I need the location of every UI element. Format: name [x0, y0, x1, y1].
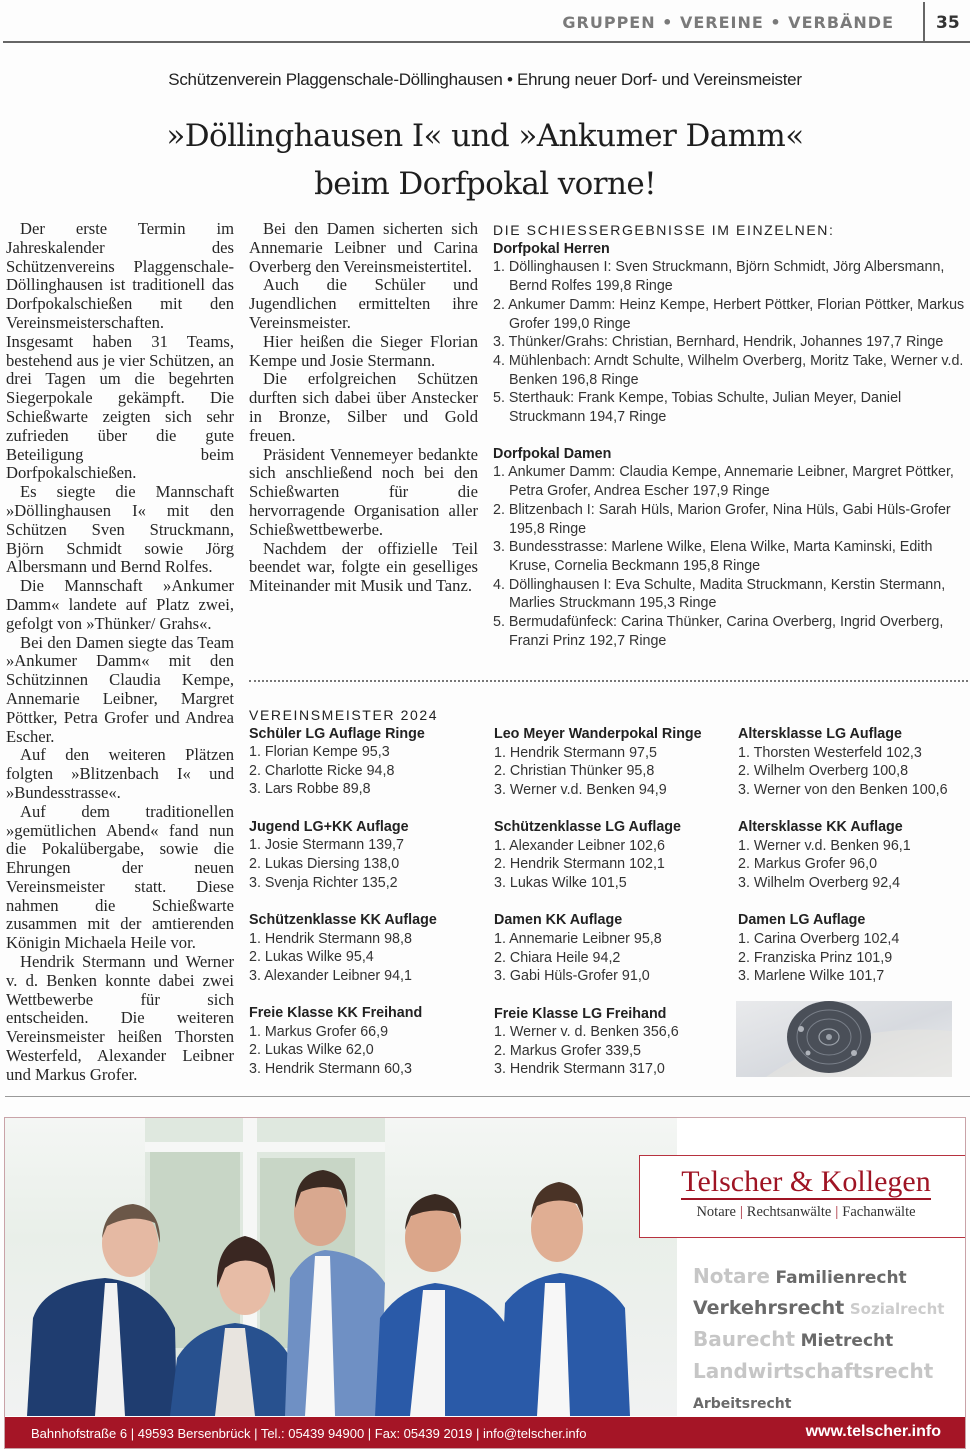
team-photo [5, 1118, 677, 1416]
list-item: 2. Lukas Wilke 62,0 [249, 1042, 374, 1059]
list-item: 2. Wilhelm Overberg 100,8 [738, 763, 909, 780]
website-link[interactable]: www.telscher.info [805, 1423, 941, 1440]
list-item: 1. Florian Kempe 95,3 [249, 744, 390, 761]
list-item: 2. Hendrik Stermann 102,1 [494, 856, 665, 873]
list-item: 3. Wilhelm Overberg 92,4 [738, 874, 901, 891]
category-title: Altersklasse LG Auflage [738, 726, 902, 742]
brand-tagline: Notare | Rechtsanwälte | Fachanwälte [696, 1204, 916, 1220]
category-block [494, 725, 729, 799]
list-item: 2. Blitzenbach I: Sarah Hüls, Marion Grofer, Nina Hüls, Gabi Hüls-Grofer 195,8 Ringe [493, 501, 951, 537]
list-item: 2. Lukas Wilke 95,4 [249, 949, 374, 966]
list-item: 3. Alexander Leibner 94,1 [249, 967, 412, 984]
category-title: Altersklasse KK Auflage [738, 819, 903, 836]
list-item: 1. Thorsten Westerfeld 102,3 [738, 744, 922, 761]
article-kicker: Schützenverein Plaggenschale-Döllinghausen • Ehrung neuer Dorf- und Vereinsmeister [168, 70, 802, 89]
header-divider [923, 2, 925, 42]
list-item: 3. Thünker/Grahs: Christian, Bernhard, Hendrik, Johannes 197,7 Ringe [493, 334, 944, 351]
paragraph: Der erste Termin im Jahreskalender des Schützenvereins Plaggenschale-Döllinghausen ist traditionell das Dorfpokalschießen mit den Vereinsmeisterschaften. Insgesamt haben 31 Teams, bestehend aus je vier Schützen, an drei Tagen um die begehrten Siegerpokale gekämpft. Die Schießwarte zeigten sich sehr zufrieden über die gute Beteiligung beim Dorfpokalschießen. [6, 219, 234, 483]
category-block [249, 725, 484, 799]
headline-line-2: beim Dorfpokal vorne! [314, 166, 656, 202]
article-headline [0, 112, 970, 208]
field-familienrecht: Familienrecht [775, 1268, 907, 1288]
category-block [249, 1004, 484, 1078]
list-item: 2. Markus Grofer 96,0 [738, 856, 878, 873]
category-block [738, 818, 970, 892]
list-item: 3. Gabi Hüls-Grofer 91,0 [494, 968, 650, 985]
results-damen-list [493, 463, 968, 650]
list-item: 2. Franziska Prinz 101,9 [738, 949, 893, 966]
results-damen-title: Dorfpokal Damen [493, 445, 612, 462]
field-arbeitsrecht: Arbeitsrecht [693, 1396, 792, 1412]
list-item: 1. Carina Overberg 102,4 [738, 930, 900, 947]
list-item: 1. Hendrik Stermann 97,5 [494, 744, 657, 761]
list-item: 2. Markus Grofer 339,5 [494, 1042, 642, 1059]
list-item: 1. Josie Stermann 139,7 [249, 837, 404, 854]
list-item: 3. Lars Robbe 89,8 [249, 781, 371, 798]
field-verkehrsrecht: Verkehrsrecht [693, 1297, 845, 1319]
results-title: DIE SCHIESSERGEBNISSE IM EINZELNEN: [493, 222, 835, 238]
category-block [249, 818, 484, 892]
list-item: 4. Mühlenbach: Arndt Schulte, Wilhelm Overberg, Moritz Take, Werner v.d. Benken 196,8 Ringe [493, 352, 964, 388]
paragraph: Auch die Schüler und Jugendlichen ermittelten ihre Vereinsmeister. [249, 275, 478, 332]
article-column-2 [249, 220, 478, 596]
page-number: 35 [936, 13, 960, 33]
list-item: 1. Alexander Leibner 102,6 [494, 837, 665, 854]
category-title: Freie Klasse LG Freihand [494, 1005, 667, 1022]
section-rule [5, 1096, 970, 1097]
category-title: Freie Klasse KK Freihand [249, 1005, 423, 1022]
paragraph: Die erfolgreichen Schützen durften sich dabei über Anstecker in Bronze, Silber und Gold freuen. [249, 369, 478, 445]
list-item: 1. Werner v. d. Benken 356,6 [494, 1024, 679, 1041]
shooting-target-photo [736, 1001, 952, 1077]
category-block [249, 911, 484, 985]
list-item: 1. Döllinghausen I: Sven Struckmann, Björn Schmidt, Jörg Albersmann, Bernd Rolfes 199,8 Ringe [493, 259, 945, 295]
list-item: 1. Werner v.d. Benken 96,1 [738, 837, 911, 854]
paragraph: Auf den weiteren Plätzen folgten »Blitzenbach I« und »Bundesstrasse«. [6, 745, 234, 802]
practice-areas [693, 1261, 966, 1419]
vereinsmeister-column-1 [249, 706, 484, 1097]
brand-name: Telscher & Kollegen [681, 1165, 931, 1198]
list-item: 3. Svenja Richter 135,2 [249, 874, 398, 891]
tagline-part: Fachanwälte [842, 1204, 916, 1220]
category-block [738, 725, 970, 799]
list-item: 4. Döllinghausen I: Eva Schulte, Madita Struckmann, Kerstin Stermann, Marlies Struckmann 195,3 Ringe [493, 576, 946, 612]
category-title: Jugend LG+KK Auflage [249, 818, 409, 835]
list-item: 1. Hendrik Stermann 98,8 [249, 930, 412, 947]
target-icon [736, 1001, 952, 1077]
list-item: 3. Werner von den Benken 100,6 [738, 781, 948, 798]
headline-line-1: »Döllinghausen I« und »Ankumer Damm« [166, 118, 804, 154]
list-item: 2. Charlotte Ricke 94,8 [249, 762, 395, 779]
paragraph: Bei den Damen sicherten sich Annemarie Leibner und Carina Overberg den Vereinsmeistertitel. [249, 219, 478, 276]
list-item: 1. Annemarie Leibner 95,8 [494, 930, 662, 947]
category-title: Damen KK Auflage [494, 912, 623, 929]
list-item: 3. Hendrik Stermann 60,3 [249, 1060, 412, 1077]
list-item: 3. Bundesstrasse: Marlene Wilke, Elena Wilke, Marta Kaminski, Edith Kruse, Cornelia Beckmann 195,8 Ringe [493, 539, 933, 574]
category-block [494, 911, 729, 985]
list-item: 2. Christian Thünker 95,8 [494, 763, 655, 780]
list-item: 3. Hendrik Stermann 317,0 [494, 1061, 665, 1078]
paragraph: Es siegte die Mannschaft »Döllinghausen I« mit den Schützen Sven Struckmann, Björn Schmidt sowie Jörg Albersmann und Bernd Rolfes. [6, 482, 234, 577]
category-title: Damen LG Auflage [738, 912, 866, 929]
tagline-part: Notare [696, 1204, 736, 1220]
tagline-part: Rechtsanwälte [746, 1204, 832, 1220]
vereinsmeister-column-2 [494, 725, 729, 1098]
paragraph: Hier heißen die Sieger Florian Kempe und Josie Stermann. [249, 331, 478, 370]
vereinsmeister-title: VEREINSMEISTER 2024 [249, 707, 439, 723]
category-block [494, 818, 729, 892]
results-herren-list [493, 258, 968, 426]
paragraph: Nachdem der offizielle Teil beendet war, folgte ein geselliges Miteinander mit Musik und Tanz. [249, 538, 478, 596]
paragraph: Bei den Damen siegte das Team »Ankumer Damm« mit den Schützinnen Claudia Kempe, Annemarie Leibner, Margret Pöttker, Petra Grofer und Andrea Escher. [6, 632, 234, 746]
list-item: 2. Lukas Diersing 138,0 [249, 855, 400, 872]
shooting-results [493, 221, 968, 650]
list-item: 2. Chiara Heile 94,2 [494, 949, 621, 966]
list-item: 5. Sterthauk: Frank Kempe, Tobias Schulte, Julian Meyer, Daniel Struckmann 194,7 Ringe [493, 390, 902, 426]
list-item: 3. Lukas Wilke 101,5 [494, 874, 627, 891]
category-block [494, 1005, 729, 1079]
list-item: 3. Marlene Wilke 101,7 [738, 968, 885, 985]
paragraph: Die Mannschaft »Ankumer Damm« landete auf Platz zwei, gefolgt von »Thünker/ Grahs«. [6, 576, 234, 633]
paragraph: Hendrik Stermann und Werner v. d. Benken konnte dabei zwei Wettbewerbe für sich entscheiden. Die weiteren Vereinsmeister heißen Thorsten Westerfeld, Alexander Leibner und Markus Grofer. [6, 952, 234, 1084]
category-title: Schützenklasse LG Auflage [494, 819, 681, 836]
list-item: 2. Ankumer Damm: Heinz Kempe, Herbert Pöttker, Florian Pöttker, Markus Grofer 199,0 Ringe [493, 296, 965, 332]
list-item: 1. Ankumer Damm: Claudia Kempe, Annemarie Leibner, Margret Pöttker, Petra Grofer, Andrea Escher 197,9 Ringe [493, 464, 954, 500]
field-notare: Notare [693, 1264, 770, 1288]
results-herren-title: Dorfpokal Herren [493, 240, 610, 257]
field-sozialrecht: Sozialrecht [849, 1300, 945, 1318]
brand-logo-box [639, 1155, 966, 1238]
field-mietrecht: Mietrecht [800, 1331, 894, 1351]
field-baurecht: Baurecht [693, 1327, 796, 1351]
contact-address: Bahnhofstraße 6 | 49593 Bersenbrück | Tel.: 05439 94900 | Fax: 05439 2019 | info@telscher.info [31, 1426, 587, 1441]
paragraph: Präsident Vennemeyer bedankte sich anschließend noch bei den Schießwarten für die hervorragende Organisation aller Schießwettbewerbe. [249, 444, 478, 539]
page-header [0, 0, 970, 44]
team-people-icon [5, 1118, 677, 1416]
list-item: 1. Markus Grofer 66,9 [249, 1023, 389, 1040]
dotted-divider [249, 680, 968, 682]
vereinsmeister-column-3 [738, 725, 970, 1005]
article-column-1 [6, 220, 234, 1085]
category-title: Schüler LG Auflage Ringe [249, 725, 425, 742]
advertisement [4, 1117, 966, 1449]
list-item: 3. Werner v.d. Benken 94,9 [494, 781, 667, 798]
header-rule [3, 41, 970, 43]
paragraph: Auf dem traditionellen »gemütlichen Abend« fand nun die Pokalübergabe, sowie die Ehrungen der neuen Vereinsmeister statt. Diese nahmen die Schießwarte zusammen mit der amtierenden Königin Michaela Heile vor. [6, 801, 234, 953]
category-block [738, 911, 970, 985]
category-title: Schützenklasse KK Auflage [249, 911, 437, 928]
category-title: Leo Meyer Wanderpokal Ringe [494, 726, 702, 742]
section-title: GRUPPEN • VEREINE • VERBÄNDE [562, 13, 894, 32]
field-landwirtschaftsrecht: Landwirtschaftsrecht [693, 1359, 934, 1383]
ad-footer-bar [5, 1417, 966, 1449]
list-item: 5. Bermudafünfeck: Carina Thünker, Carina Overberg, Ingrid Overberg, Franzi Prinz 192,7 Ringe [493, 614, 944, 649]
